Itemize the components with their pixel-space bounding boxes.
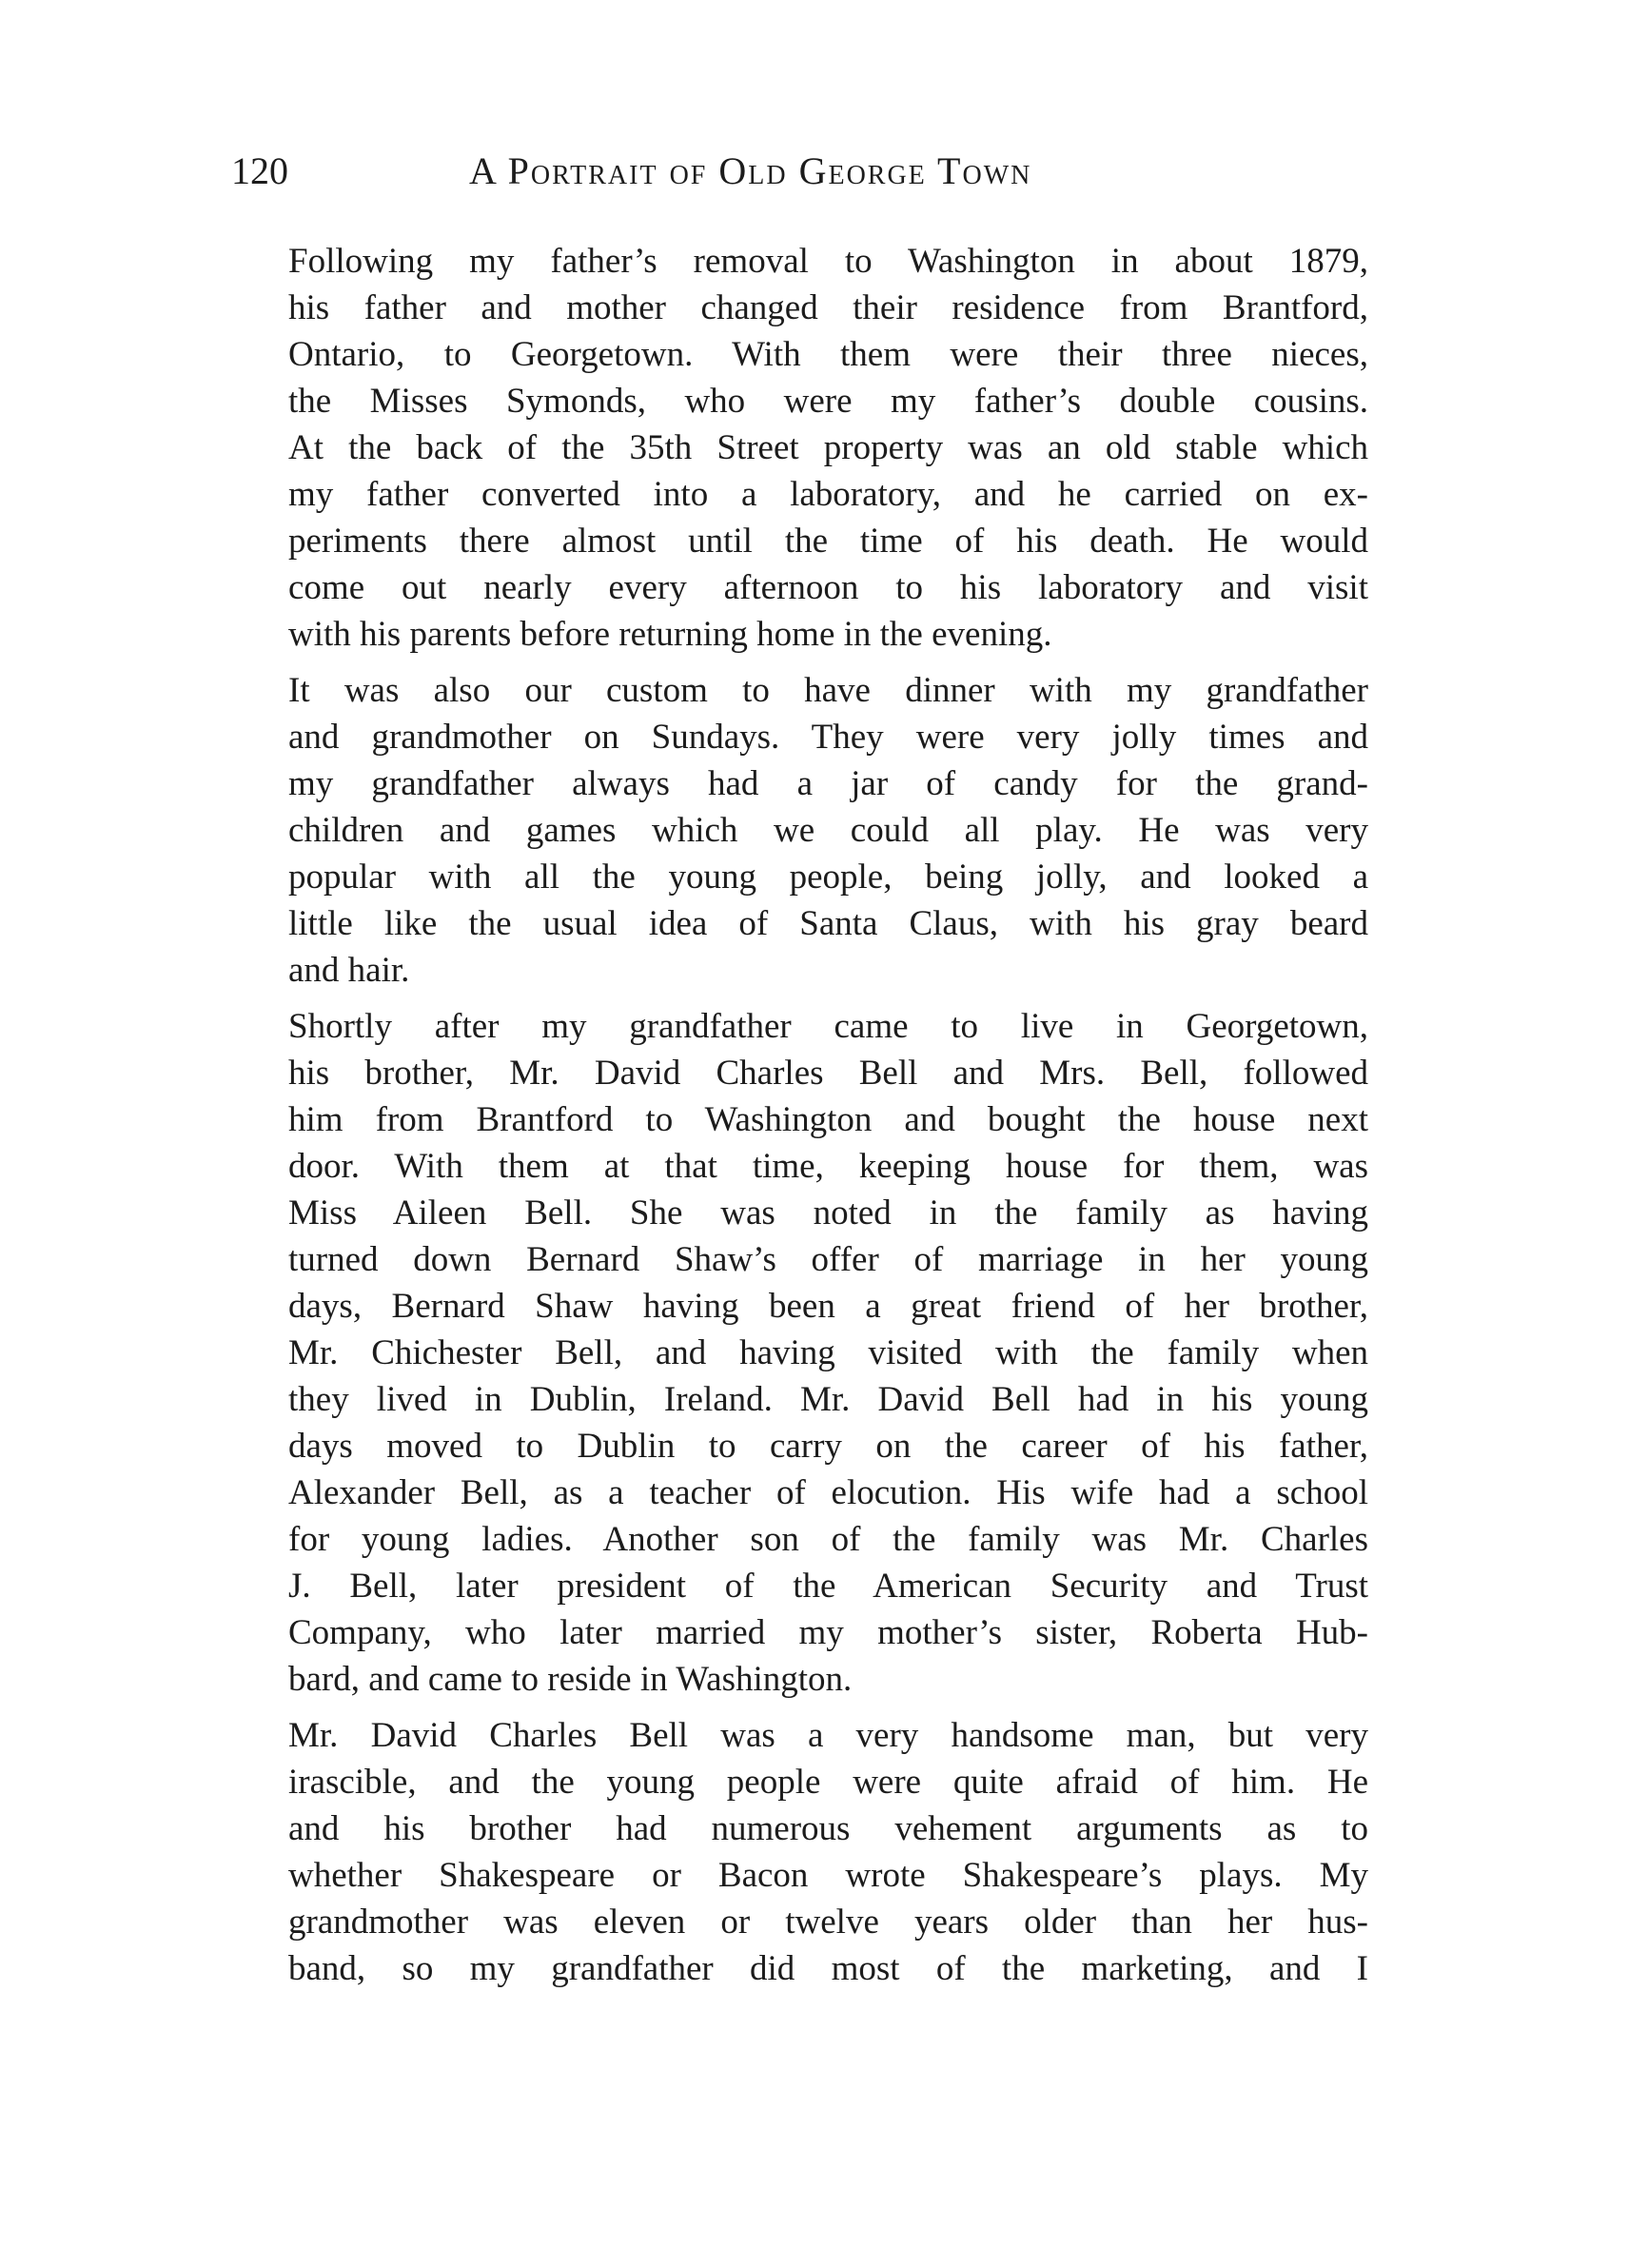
- text-line: bard, and came to reside in Washington.: [288, 1660, 853, 1699]
- text-line: his brother, Mr. David Charles Bell and Mrs. Bell, followed: [288, 1054, 1368, 1093]
- text-line: days moved to Dublin to carry on the career of his father,: [288, 1427, 1368, 1466]
- text-line: and hair.: [288, 951, 410, 990]
- text-line: Mr. David Charles Bell was a very handsome man, but very: [288, 1716, 1368, 1755]
- text-line: come out nearly every afternoon to his laboratory and visit: [288, 568, 1368, 607]
- book-title: A Portrait of Old George Town: [469, 149, 1032, 192]
- text-line: It was also our custom to have dinner with my grandfather: [288, 671, 1368, 710]
- page-number: 120: [231, 149, 288, 192]
- text-line: popular with all the young people, being jolly, and looked a: [288, 858, 1368, 897]
- text-line: periments there almost until the time of his death. He would: [288, 522, 1368, 561]
- body-text: [245, 238, 1368, 2002]
- text-line: days, Bernard Shaw having been a great friend of her brother,: [288, 1287, 1368, 1326]
- text-line: Alexander Bell, as a teacher of elocution. His wife had a school: [288, 1473, 1368, 1512]
- running-head: [231, 143, 1368, 200]
- text-line: him from Brantford to Washington and bought the house next: [288, 1100, 1368, 1139]
- text-line: for young ladies. Another son of the family was Mr. Charles: [288, 1520, 1368, 1559]
- text-line: little like the usual idea of Santa Claus, with his gray beard: [288, 904, 1368, 943]
- text-line: grandmother was eleven or twelve years older than her hus-: [288, 1903, 1368, 1942]
- text-line: and grandmother on Sundays. They were very jolly times and: [288, 718, 1368, 757]
- paragraph: [245, 238, 1368, 658]
- text-line: J. Bell, later president of the American Security and Trust: [288, 1567, 1368, 1606]
- paragraph: [245, 1712, 1368, 1992]
- text-line: Ontario, to Georgetown. With them were their three nieces,: [288, 335, 1368, 374]
- text-line: my grandfather always had a jar of candy for the grand-: [288, 764, 1368, 803]
- text-line: they lived in Dublin, Ireland. Mr. David Bell had in his young: [288, 1380, 1368, 1419]
- text-line: the Misses Symonds, who were my father’s double cousins.: [288, 382, 1368, 421]
- text-line: door. With them at that time, keeping house for them, was: [288, 1147, 1368, 1186]
- text-line: Company, who later married my mother’s sister, Roberta Hub-: [288, 1613, 1368, 1652]
- text-line: band, so my grandfather did most of the marketing, and I: [288, 1949, 1368, 1988]
- text-line: Following my father’s removal to Washington in about 1879,: [288, 242, 1368, 281]
- paragraph: [245, 667, 1368, 994]
- text-line: irascible, and the young people were quite afraid of him. He: [288, 1763, 1368, 1802]
- text-line: turned down Bernard Shaw’s offer of marriage in her young: [288, 1240, 1368, 1279]
- text-line: my father converted into a laboratory, and he carried on ex-: [288, 475, 1368, 514]
- text-line: Mr. Chichester Bell, and having visited with the family when: [288, 1333, 1368, 1372]
- text-line: and his brother had numerous vehement arguments as to: [288, 1809, 1368, 1848]
- text-line: his father and mother changed their residence from Brantford,: [288, 288, 1368, 327]
- text-line: children and games which we could all play. He was very: [288, 811, 1368, 850]
- text-line: whether Shakespeare or Bacon wrote Shakespeare’s plays. My: [288, 1856, 1368, 1895]
- text-line: At the back of the 35th Street property was an old stable which: [288, 428, 1368, 467]
- text-line: Shortly after my grandfather came to live in Georgetown,: [288, 1007, 1368, 1046]
- text-line: Miss Aileen Bell. She was noted in the family as having: [288, 1193, 1368, 1233]
- text-line: with his parents before returning home in the evening.: [288, 615, 1052, 654]
- paragraph: [245, 1003, 1368, 1703]
